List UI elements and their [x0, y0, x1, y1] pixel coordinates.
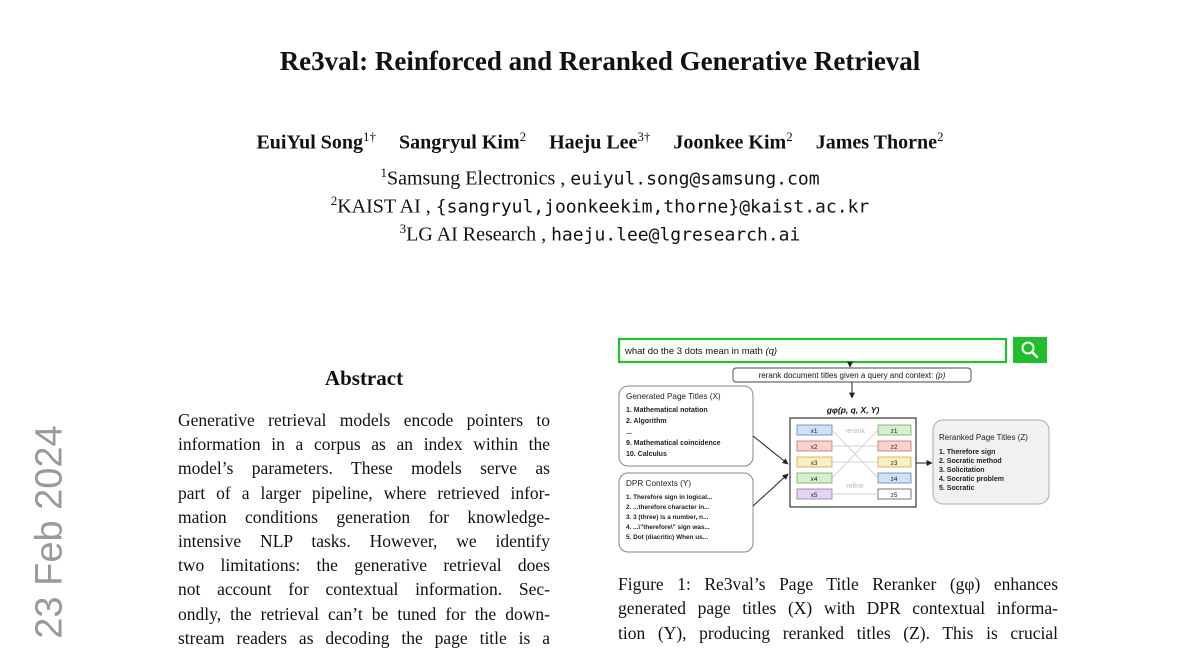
affiliation [0, 193, 1200, 219]
abstract-line: stream readers as decoding the page title is a [178, 627, 550, 648]
author [816, 129, 944, 155]
rerank-prompt-text: rerank document titles given a query and context: (p) [758, 371, 946, 380]
dpr-contexts-heading: DPR Contexts (Y) [626, 479, 692, 488]
abstract-line: not account for contextual information. Sec- [178, 579, 550, 600]
author-name: Haeju Lee [549, 131, 638, 154]
caption-line: Figure 1: Re3val’s Page Title Reranker (gφ) enhances [618, 574, 1058, 594]
author-name: James Thorne [815, 131, 938, 154]
z-token-label: z2 [890, 444, 898, 451]
dpr-context-item: 2. ...therefore character in... [626, 504, 710, 511]
abstract-line: model’s parameters. These models serve as [178, 458, 550, 479]
abstract-line: Generative retrieval models encode pointers to [178, 410, 550, 430]
rerank-label: rerank [845, 428, 865, 435]
abstract-line: part of a larger pipeline, where retrieved infor- [178, 482, 550, 503]
affiliation-org: Samsung Electronics , [386, 167, 566, 190]
reranked-title-item: 3. Solicitation [939, 467, 985, 474]
author-affiliation-mark: 3† [637, 129, 651, 144]
search-query-text: what do the 3 dots mean in math (q) [625, 346, 778, 357]
affiliation-email[interactable]: euiyul.song@samsung.com [570, 168, 820, 190]
affiliation-number: 3 [399, 221, 407, 236]
affiliation [0, 165, 1200, 191]
abstract-body [178, 408, 550, 650]
author-affiliation-mark: 2 [786, 129, 793, 144]
dpr-context-item: 4. ...\"therefore\" sign was... [626, 524, 710, 531]
affiliation-org: LG AI Research , [406, 223, 547, 246]
author-affiliation-mark: 2 [519, 129, 527, 144]
figure-1-svg [616, 334, 1056, 558]
figure-1-diagram [616, 334, 1056, 558]
caption-line: tion (Y), producing reranked titles (Z). This is crucial [618, 622, 1058, 643]
generated-title-item: ... [626, 429, 632, 436]
generated-title-item: 10. Calculus [626, 451, 667, 458]
search-button [1013, 337, 1047, 363]
affiliation-email[interactable]: {sangryul,joonkeekim,thorne}@kaist.ac.kr [435, 196, 870, 218]
author [399, 129, 526, 155]
dpr-context-item: 5. Dot (diacritic) When us... [626, 534, 709, 541]
abstract-line: intensive NLP tasks. However, we identify [178, 531, 550, 552]
dpr-context-item: 1. Therefore sign in logical... [626, 494, 713, 501]
arxiv-watermark-date: 23 Feb 2024 [28, 425, 71, 639]
reranked-title-item: 1. Therefore sign [939, 449, 996, 456]
author-name: EuiYul Song [256, 131, 364, 154]
affiliation-number: 2 [330, 193, 338, 208]
reranked-title-item: 5. Socratic [939, 485, 975, 492]
x-token-label: x4 [810, 476, 818, 483]
generated-title-item: 9. Mathematical coincidence [626, 440, 721, 447]
author [673, 129, 792, 155]
z-token-label: z5 [890, 492, 898, 499]
dpr-context-item: 3. 3 (three) is a number, n... [626, 514, 709, 521]
x-token-label: x5 [810, 492, 818, 499]
reranked-title-item: 4. Socratic problem [939, 476, 1004, 483]
reranked-titles-heading: Reranked Page Titles (Z) [939, 433, 1028, 442]
author-affiliation-mark: 1† [363, 129, 377, 144]
author [549, 129, 650, 155]
generated-titles-heading: Generated Page Titles (X) [626, 392, 721, 401]
generated-title-item: 2. Algorithm [626, 418, 667, 425]
reranker-function-label: gφ(p, q, X, Y) [826, 405, 880, 415]
abstract-heading: Abstract [324, 366, 404, 390]
author-list [0, 129, 1200, 155]
caption-line: generated page titles (X) with DPR contextual informa- [618, 598, 1058, 619]
z-token-label: z3 [890, 460, 898, 467]
affiliation-org: KAIST AI , [337, 195, 431, 218]
refine-label: refine [846, 483, 864, 490]
author-affiliation-mark: 2 [937, 129, 944, 144]
z-token-label: z1 [890, 428, 898, 435]
abstract-line: mation conditions generation for knowledge- [178, 506, 550, 527]
author [256, 129, 376, 155]
abstract-line: ondly, the retrieval can’t be tuned for the down- [178, 603, 550, 624]
x-token-label: x2 [810, 444, 818, 451]
abstract-line: information in a corpus as an index within the [178, 434, 550, 455]
generated-title-item: 1. Mathematical notation [626, 407, 708, 414]
paper-title: Re3val: Reinforced and Reranked Generative Retrieval [279, 46, 921, 76]
affiliation-number: 1 [380, 165, 387, 180]
affiliation [0, 221, 1200, 247]
z-token-label: z4 [890, 476, 898, 483]
affiliation-email[interactable]: haeju.lee@lgresearch.ai [551, 224, 801, 246]
x-token-label: x3 [810, 460, 818, 467]
author-name: Joonkee Kim [673, 131, 787, 154]
x-token-label: x1 [810, 428, 818, 435]
reranked-title-item: 2. Socratic method [939, 458, 1002, 465]
abstract-line: two limitations: the generative retrieval does [178, 555, 550, 576]
author-name: Sangryul Kim [399, 131, 520, 154]
figure-caption [618, 572, 1058, 645]
